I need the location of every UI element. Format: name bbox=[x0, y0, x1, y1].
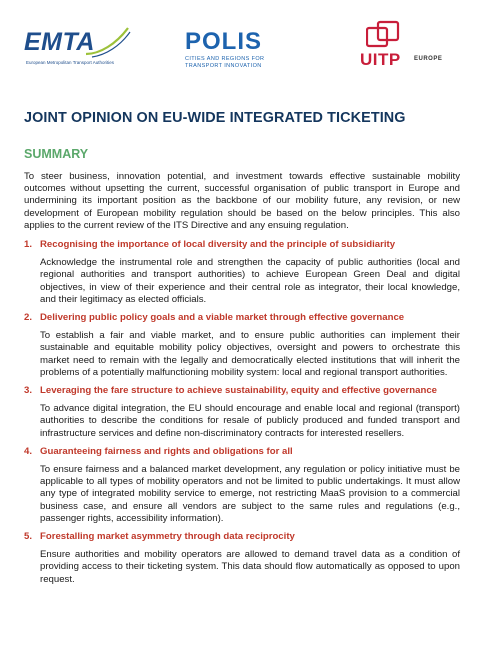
summary-heading: SUMMARY bbox=[24, 147, 89, 161]
polis-subtitle-line-1: CITIES AND REGIONS FOR bbox=[185, 56, 265, 62]
principle-number: 1. bbox=[24, 239, 33, 251]
principle-item-3 bbox=[24, 385, 460, 440]
principle-heading bbox=[24, 385, 460, 397]
principle-heading-text: Leveraging the fare structure to achieve sustainability, equity and effective governance bbox=[40, 385, 438, 397]
principle-number: 4. bbox=[24, 445, 33, 457]
uitp-region-text: EUROPE bbox=[414, 56, 443, 62]
principle-item-5 bbox=[24, 531, 460, 586]
principle-heading bbox=[24, 239, 460, 251]
principle-heading-text: Delivering public policy goals and a viable market through effective governance bbox=[40, 312, 405, 324]
principle-text: Ensure authorities and mobility operators are allowed to demand travel data as a condition of providing access to their ticketing system. This data should flow automatically as opposed to upon request. bbox=[40, 549, 460, 585]
logo-bar bbox=[0, 0, 480, 82]
polis-subtitle-line-2: TRANSPORT INNOVATION bbox=[185, 63, 262, 69]
principle-number: 2. bbox=[24, 312, 33, 324]
principle-text: To establish a fair and viable market, and to ensure public authorities can implement their sustainable and equitable mobility policy objectives, oversight and powers to orchestrate this market need to remain with the legally and democratically elected institutions that will inherit the problems of a potentially malfunctioning mobility system: local and regional transport authorities. bbox=[40, 330, 460, 378]
principle-heading bbox=[24, 446, 460, 458]
principle-heading-text: Recognising the importance of local diversity and the principle of subsidiarity bbox=[40, 239, 396, 251]
polis-logo-text: POLIS bbox=[185, 28, 263, 55]
uitp-emblem-icon bbox=[366, 20, 400, 48]
document-body bbox=[24, 171, 460, 592]
emta-logo bbox=[24, 24, 134, 70]
principle-item-1 bbox=[24, 239, 460, 306]
principle-heading bbox=[24, 531, 460, 543]
intro-paragraph: To steer business, innovation potential, and investment towards effective sustainable mobility outcomes without upsetting the current, successful organisation of public transport in Europe and undermining its important position as the backbone of our mobility future, any revision, or new development of European mobility regulation should be based on the below principles. This also applies to the current review of the ITS Directive and any ensuing regulation. bbox=[24, 171, 460, 231]
uitp-logo bbox=[356, 20, 456, 76]
principle-heading-text: Guaranteeing fairness and rights and obligations for all bbox=[40, 445, 293, 457]
emta-tagline: European Metropolitan Transport Authorities bbox=[26, 60, 115, 65]
principle-text: Acknowledge the instrumental role and strengthen the capacity of public authorities (local and regional authorities and transport authorities) to achieve European Green Deal and digital objectives, in view of their experience and their central role as integrator, their local knowledge, and their legitimacy as elected officials. bbox=[40, 257, 460, 305]
polis-logo bbox=[185, 28, 295, 74]
principle-number: 5. bbox=[24, 531, 33, 543]
emta-logo-text: EMTA bbox=[24, 28, 95, 56]
principle-item-2 bbox=[24, 312, 460, 379]
document-title: JOINT OPINION ON EU-WIDE INTEGRATED TICKETING bbox=[24, 110, 406, 126]
uitp-logo-text: UITP bbox=[360, 50, 401, 69]
polis-subtitle bbox=[185, 56, 264, 70]
principle-text: To advance digital integration, the EU should encourage and enable local and regional (transport) authorities to describe the conditions for resale of publicly produced and funded transport and infrastructure services and define non-discriminatory contracts for interested resellers. bbox=[40, 403, 460, 439]
principle-number: 3. bbox=[24, 385, 33, 397]
principle-text: To ensure fairness and a balanced market development, any regulation or policy initiative must be applicable to all types of mobility operators and not be limited to public undertakings. It must allow any type of integrated mobility service to emerge, not restricting MaaS provision to a commercial business case, and ensure all vendors are subject to the same rules and regulations (e.g., passenger rights, accessibility information). bbox=[40, 464, 460, 524]
emta-swoosh-icon bbox=[82, 24, 132, 60]
principle-heading-text: Forestalling market asymmetry through data reciprocity bbox=[40, 531, 295, 543]
principle-item-4 bbox=[24, 446, 460, 525]
principle-heading bbox=[24, 312, 460, 324]
